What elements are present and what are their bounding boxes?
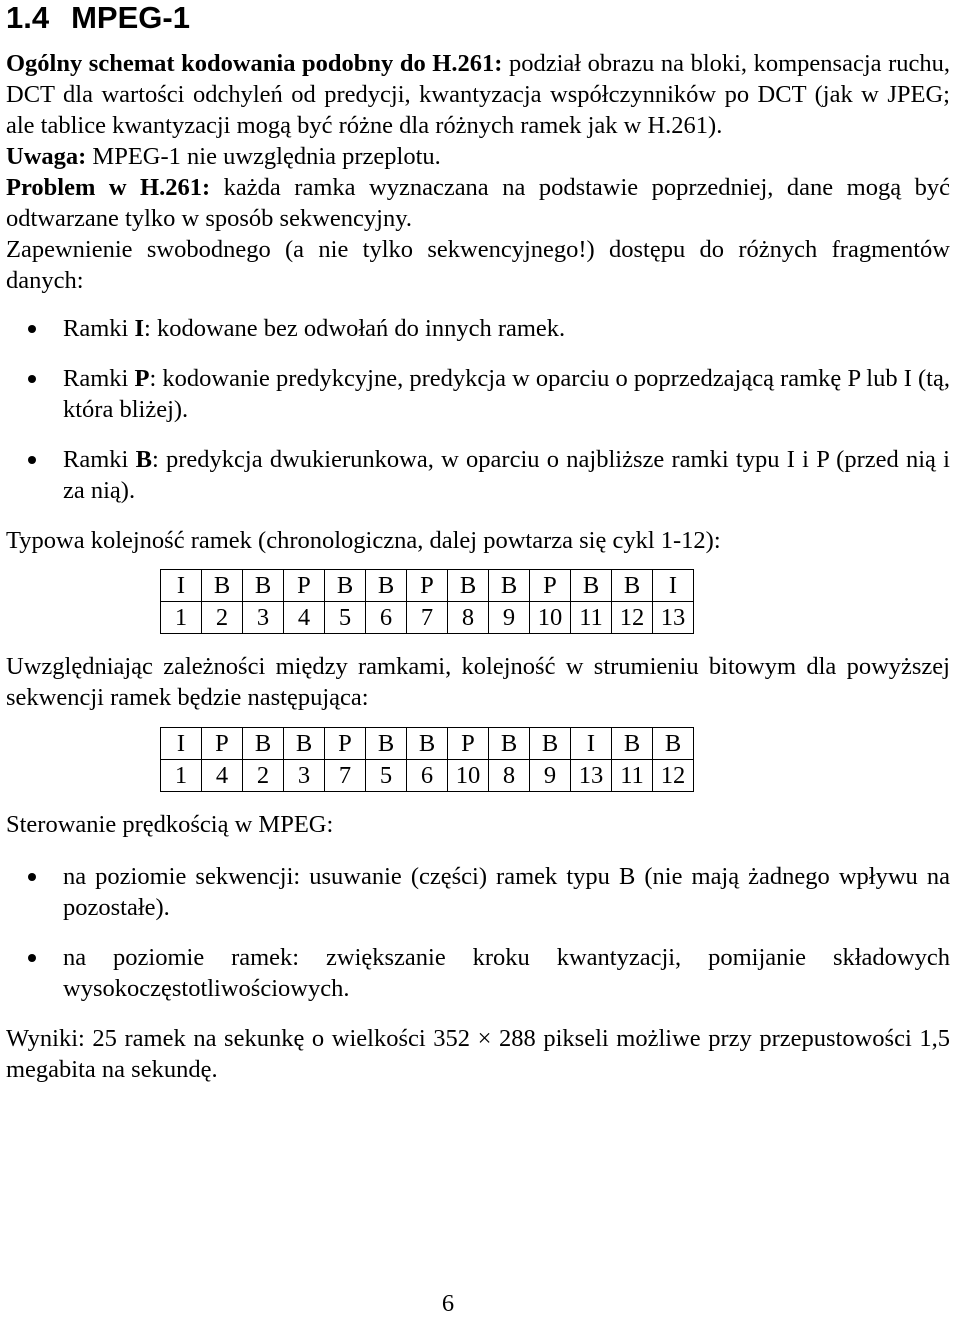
table-cell: B — [243, 570, 284, 602]
table-cell: B — [653, 728, 694, 760]
table-row-types — [161, 728, 694, 760]
intro-bold: Ogólny schemat kodowania podobny do H.261: — [6, 50, 503, 77]
frame-type-desc: : kodowane bez odwołań do innych ramek. — [144, 315, 566, 342]
rate-control-list — [6, 861, 950, 1004]
table-cell: P — [202, 728, 243, 760]
results-text-after: pikseli możliwe przy przepustowości 1,5 megabita na sekundę. — [6, 1025, 950, 1083]
table-cell: 3 — [284, 760, 325, 792]
table-cell: 5 — [325, 602, 366, 634]
frame-types-list — [6, 313, 950, 506]
table-cell: 4 — [284, 602, 325, 634]
bullet-icon — [28, 873, 36, 881]
table-cell: 3 — [243, 602, 284, 634]
table-row-numbers — [161, 760, 694, 792]
table-cell: B — [489, 728, 530, 760]
table-cell: 9 — [489, 602, 530, 634]
table-cell: 10 — [530, 602, 571, 634]
problem-bold: Problem w H.261: — [6, 174, 211, 201]
table-cell: 2 — [243, 760, 284, 792]
problem-paragraph — [6, 172, 950, 234]
table-cell: 11 — [612, 760, 653, 792]
note-bold: Uwaga: — [6, 143, 87, 170]
stream-order-text: Uwzględniając zależności między ramkami, kolejność w strumieniu bitowym dla powyższej sekwencji ramek będzie następująca: — [6, 653, 950, 711]
typical-order-intro — [6, 525, 950, 556]
section-heading — [6, 0, 190, 36]
table-cell: 2 — [202, 602, 243, 634]
table-cell: B — [612, 570, 653, 602]
table-row-numbers — [161, 602, 694, 634]
intro-text: podział obrazu na bloki, kompensacja ruchu, DCT dla wartości odchyleń od predycji, kwantyzacja współczynników po DCT (jak w JPEG; ale tablice kwantyzacji mogą być różne dla różnych ramek jak w H.261). — [6, 50, 951, 139]
table-cell: B — [243, 728, 284, 760]
stream-order-intro — [6, 651, 950, 713]
list-item — [6, 942, 950, 1004]
table-cell: 7 — [325, 760, 366, 792]
table-cell: B — [202, 570, 243, 602]
table-cell: B — [407, 728, 448, 760]
note-text: MPEG-1 nie uwzględnia przeplotu. — [86, 143, 441, 170]
results-width: 352 — [433, 1025, 470, 1052]
table-cell: P — [407, 570, 448, 602]
table-cell: I — [161, 728, 202, 760]
bullet-icon — [28, 456, 36, 464]
table-cell: 12 — [612, 602, 653, 634]
table-cell: 13 — [571, 760, 612, 792]
list-item — [6, 313, 950, 344]
typical-order-table — [160, 569, 694, 634]
access-text: Zapewnienie swobodnego (a nie tylko sekwencyjnego!) dostępu do różnych fragmentów danych: — [6, 236, 950, 294]
table-cell: 6 — [407, 760, 448, 792]
table-cell: I — [653, 570, 694, 602]
rate-control-title-text: Sterowanie prędkością w MPEG: — [6, 811, 334, 838]
frame-type-letter: B — [135, 446, 152, 473]
table-cell: 10 — [448, 760, 489, 792]
frame-type-letter: P — [134, 365, 150, 392]
table-cell: P — [325, 728, 366, 760]
table-cell: B — [325, 570, 366, 602]
list-item — [6, 861, 950, 923]
frame-type-prefix: Ramki — [63, 365, 135, 392]
table-cell: 1 — [161, 602, 202, 634]
table-cell: B — [366, 570, 407, 602]
section-title: MPEG-1 — [71, 0, 190, 35]
access-paragraph — [6, 234, 950, 296]
frame-type-prefix: Ramki — [63, 315, 135, 342]
stream-order-table — [160, 727, 694, 792]
table-cell: I — [571, 728, 612, 760]
typical-order-text: Typowa kolejność ramek (chronologiczna, dalej powtarza się cykl 1-12): — [6, 527, 721, 554]
rate-control-item: na poziomie sekwencji: usuwanie (części) ramek typu B (nie mają żadnego wpływu na pozostałe). — [63, 863, 950, 921]
times-symbol: × — [477, 1025, 492, 1052]
table-cell: I — [161, 570, 202, 602]
table-cell: B — [448, 570, 489, 602]
document-page — [6, 0, 951, 1317]
bullet-icon — [28, 954, 36, 962]
frame-type-desc: : predykcja dwukierunkowa, w oparciu o najbliższe ramki typu I i P (przed nią i za nią). — [63, 446, 950, 504]
table-cell: B — [489, 570, 530, 602]
table-cell: B — [284, 728, 325, 760]
table-cell: B — [571, 570, 612, 602]
table-cell: 12 — [653, 760, 694, 792]
table-cell: 8 — [448, 602, 489, 634]
table-cell: 7 — [407, 602, 448, 634]
note-paragraph — [6, 141, 950, 172]
table-cell: 4 — [202, 760, 243, 792]
table-cell: 9 — [530, 760, 571, 792]
table-cell: 6 — [366, 602, 407, 634]
table-cell: 13 — [653, 602, 694, 634]
problem-text: każda ramka wyznaczana na podstawie poprzedniej, dane mogą być odtwarzane tylko w sposób sekwencyjny. — [6, 174, 950, 232]
table-cell: 5 — [366, 760, 407, 792]
table-cell: 8 — [489, 760, 530, 792]
frame-type-desc: : kodowanie predykcyjne, predykcja w oparciu o poprzedzającą ramkę P lub I (tą, która bliżej). — [63, 365, 950, 423]
rate-control-item: na poziomie ramek: zwiększanie kroku kwantyzacji, pomijanie składowych wysokoczęstotliwościowych. — [63, 944, 950, 1002]
table-cell: B — [366, 728, 407, 760]
intro-paragraph — [6, 48, 950, 141]
table-cell: 1 — [161, 760, 202, 792]
bullet-icon — [28, 325, 36, 333]
list-item — [6, 444, 950, 506]
table-cell: P — [284, 570, 325, 602]
section-number: 1.4 — [6, 0, 50, 35]
results-text-before: Wyniki: 25 ramek na sekunkę o wielkości — [6, 1025, 434, 1052]
results-height: 288 — [499, 1025, 536, 1052]
main-content — [6, 48, 950, 1085]
list-item — [6, 363, 950, 425]
frame-type-letter: I — [134, 315, 145, 342]
table-cell: B — [530, 728, 571, 760]
rate-control-title — [6, 809, 950, 840]
table-cell: 11 — [571, 602, 612, 634]
table-row-types — [161, 570, 694, 602]
table-cell: P — [448, 728, 489, 760]
frame-type-prefix: Ramki — [63, 446, 136, 473]
page-number: 6 — [441, 1290, 455, 1317]
results-paragraph — [6, 1023, 950, 1085]
table-cell: P — [530, 570, 571, 602]
bullet-icon — [28, 375, 36, 383]
table-cell: B — [612, 728, 653, 760]
